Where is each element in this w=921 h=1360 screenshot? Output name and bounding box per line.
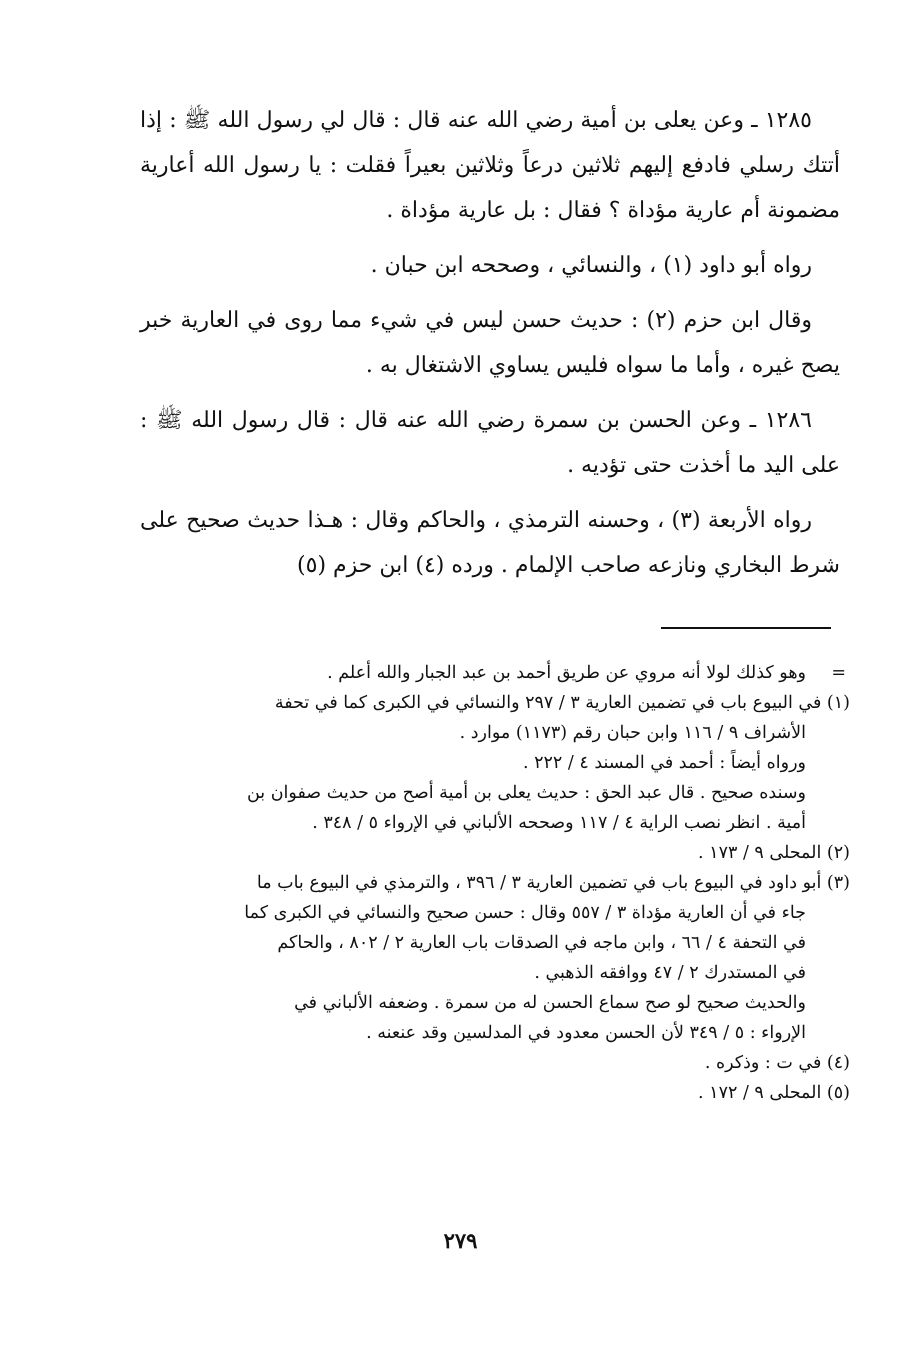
footnote-line: الإرواء : ٥ / ٣٤٩ لأن الحسن معدود في المدلسين وقد عنعنه . [366, 1023, 806, 1043]
footnote-5: (٥) المحلى ٩ / ١٧٢ . [698, 1083, 850, 1103]
text-line: ١٢٨٦ ـ وعن الحسن بن سمرة رضي الله عنه قال : قال رسول الله [191, 408, 812, 433]
footnote-2: (٢) المحلى ٩ / ١٧٣ . [698, 843, 850, 863]
text-line: صحيح على شرط البخاري ونازعه صاحب الإلمام . ورده (٤) ابن حزم (٥) [140, 508, 840, 578]
text-line: رواه أبو داود (١) ، والنسائي ، وصححه ابن حبان . [370, 253, 812, 278]
text-line: ﷺ : إذا أتتك رسلي فادفع إليهم ثلاثين درعاً وثلاثين بعيراً فقلت : يا [140, 108, 840, 178]
footnote-line: أمية . انظر نصب الراية ٤ / ١١٧ وصححه الألباني في الإرواء ٥ / ٣٤٨ . [312, 813, 806, 833]
footnote-4: (٤) في ت : وذكره . [704, 1053, 850, 1073]
text-line: رواه الأربعة (٣) ، وحسنه الترمذي ، والحاكم وقال : هـذا حديث [247, 508, 813, 533]
ibn-hazm-comment [140, 298, 840, 388]
continuation-mark: = [831, 663, 846, 683]
footnote-line: الأشراف ٩ / ١١٦ وابن حبان رقم (١١٧٣) موارد . [459, 723, 806, 743]
footnote-line: ورواه أيضاً : أحمد في المسند ٤ / ٢٢٢ . [522, 753, 806, 773]
page-number: ٢٧٩ [443, 1228, 478, 1253]
text-line: خبر يصح غيره ، وأما ما سواه فليس يساوي الاشتغال به . [140, 308, 840, 378]
footnotes [140, 658, 850, 1108]
hadith-1286 [140, 398, 840, 488]
hadith-1285 [140, 98, 840, 233]
footnote-line: وسنده صحيح . قال عبد الحق : حديث يعلى بن أمية أصح من حديث صفوان بن [246, 783, 806, 803]
footnote-3: (٣) أبو داود في البيوع باب في تضمين العارية ٣ / ٣٩٦ ، والترمذي في البيوع باب ما [256, 873, 850, 893]
text-line: ﷺ : على اليد ما أخذت حتى تؤديه . [140, 408, 840, 478]
takhrij-1286 [140, 498, 840, 588]
main-text [140, 98, 840, 598]
footnote-text: وهو كذلك لولا أنه مروي عن طريق أحمد بن عبد الجبار والله أعلم . [327, 663, 806, 683]
text-line: رسول الله أعارية مضمونة أم عارية مؤداة ؟ فقال : بل عارية مؤداة . [140, 153, 840, 223]
footnote-divider [661, 627, 831, 629]
footnote-line: في المستدرك ٢ / ٤٧ ووافقه الذهبي . [534, 963, 806, 983]
footnote-line: في التحفة ٤ / ٦٦ ، وابن ماجه في الصدقات باب العارية ٢ / ٨٠٢ ، والحاكم [277, 933, 806, 953]
footnote-line: والحديث صحيح لو صح سماع الحسن له من سمرة . وضعفه الألباني في [294, 993, 806, 1013]
footnote-1: (١) في البيوع باب في تضمين العارية ٣ / ٢٩٧ والنسائي في الكبرى كما في تحفة [274, 693, 850, 713]
text-line: ١٢٨٥ ـ وعن يعلى بن أمية رضي الله عنه قال : قال لي رسول الله [217, 108, 812, 133]
text-line: وقال ابن حزم (٢) : حديث حسن ليس في شيء مما روى في العارية [180, 308, 813, 333]
footnote-line: جاء في أن العارية مؤداة ٣ / ٥٥٧ وقال : حسن صحيح والنسائي في الكبرى كما [244, 903, 806, 923]
footnote-continuation [140, 658, 850, 688]
takhrij-1285 [140, 243, 840, 288]
